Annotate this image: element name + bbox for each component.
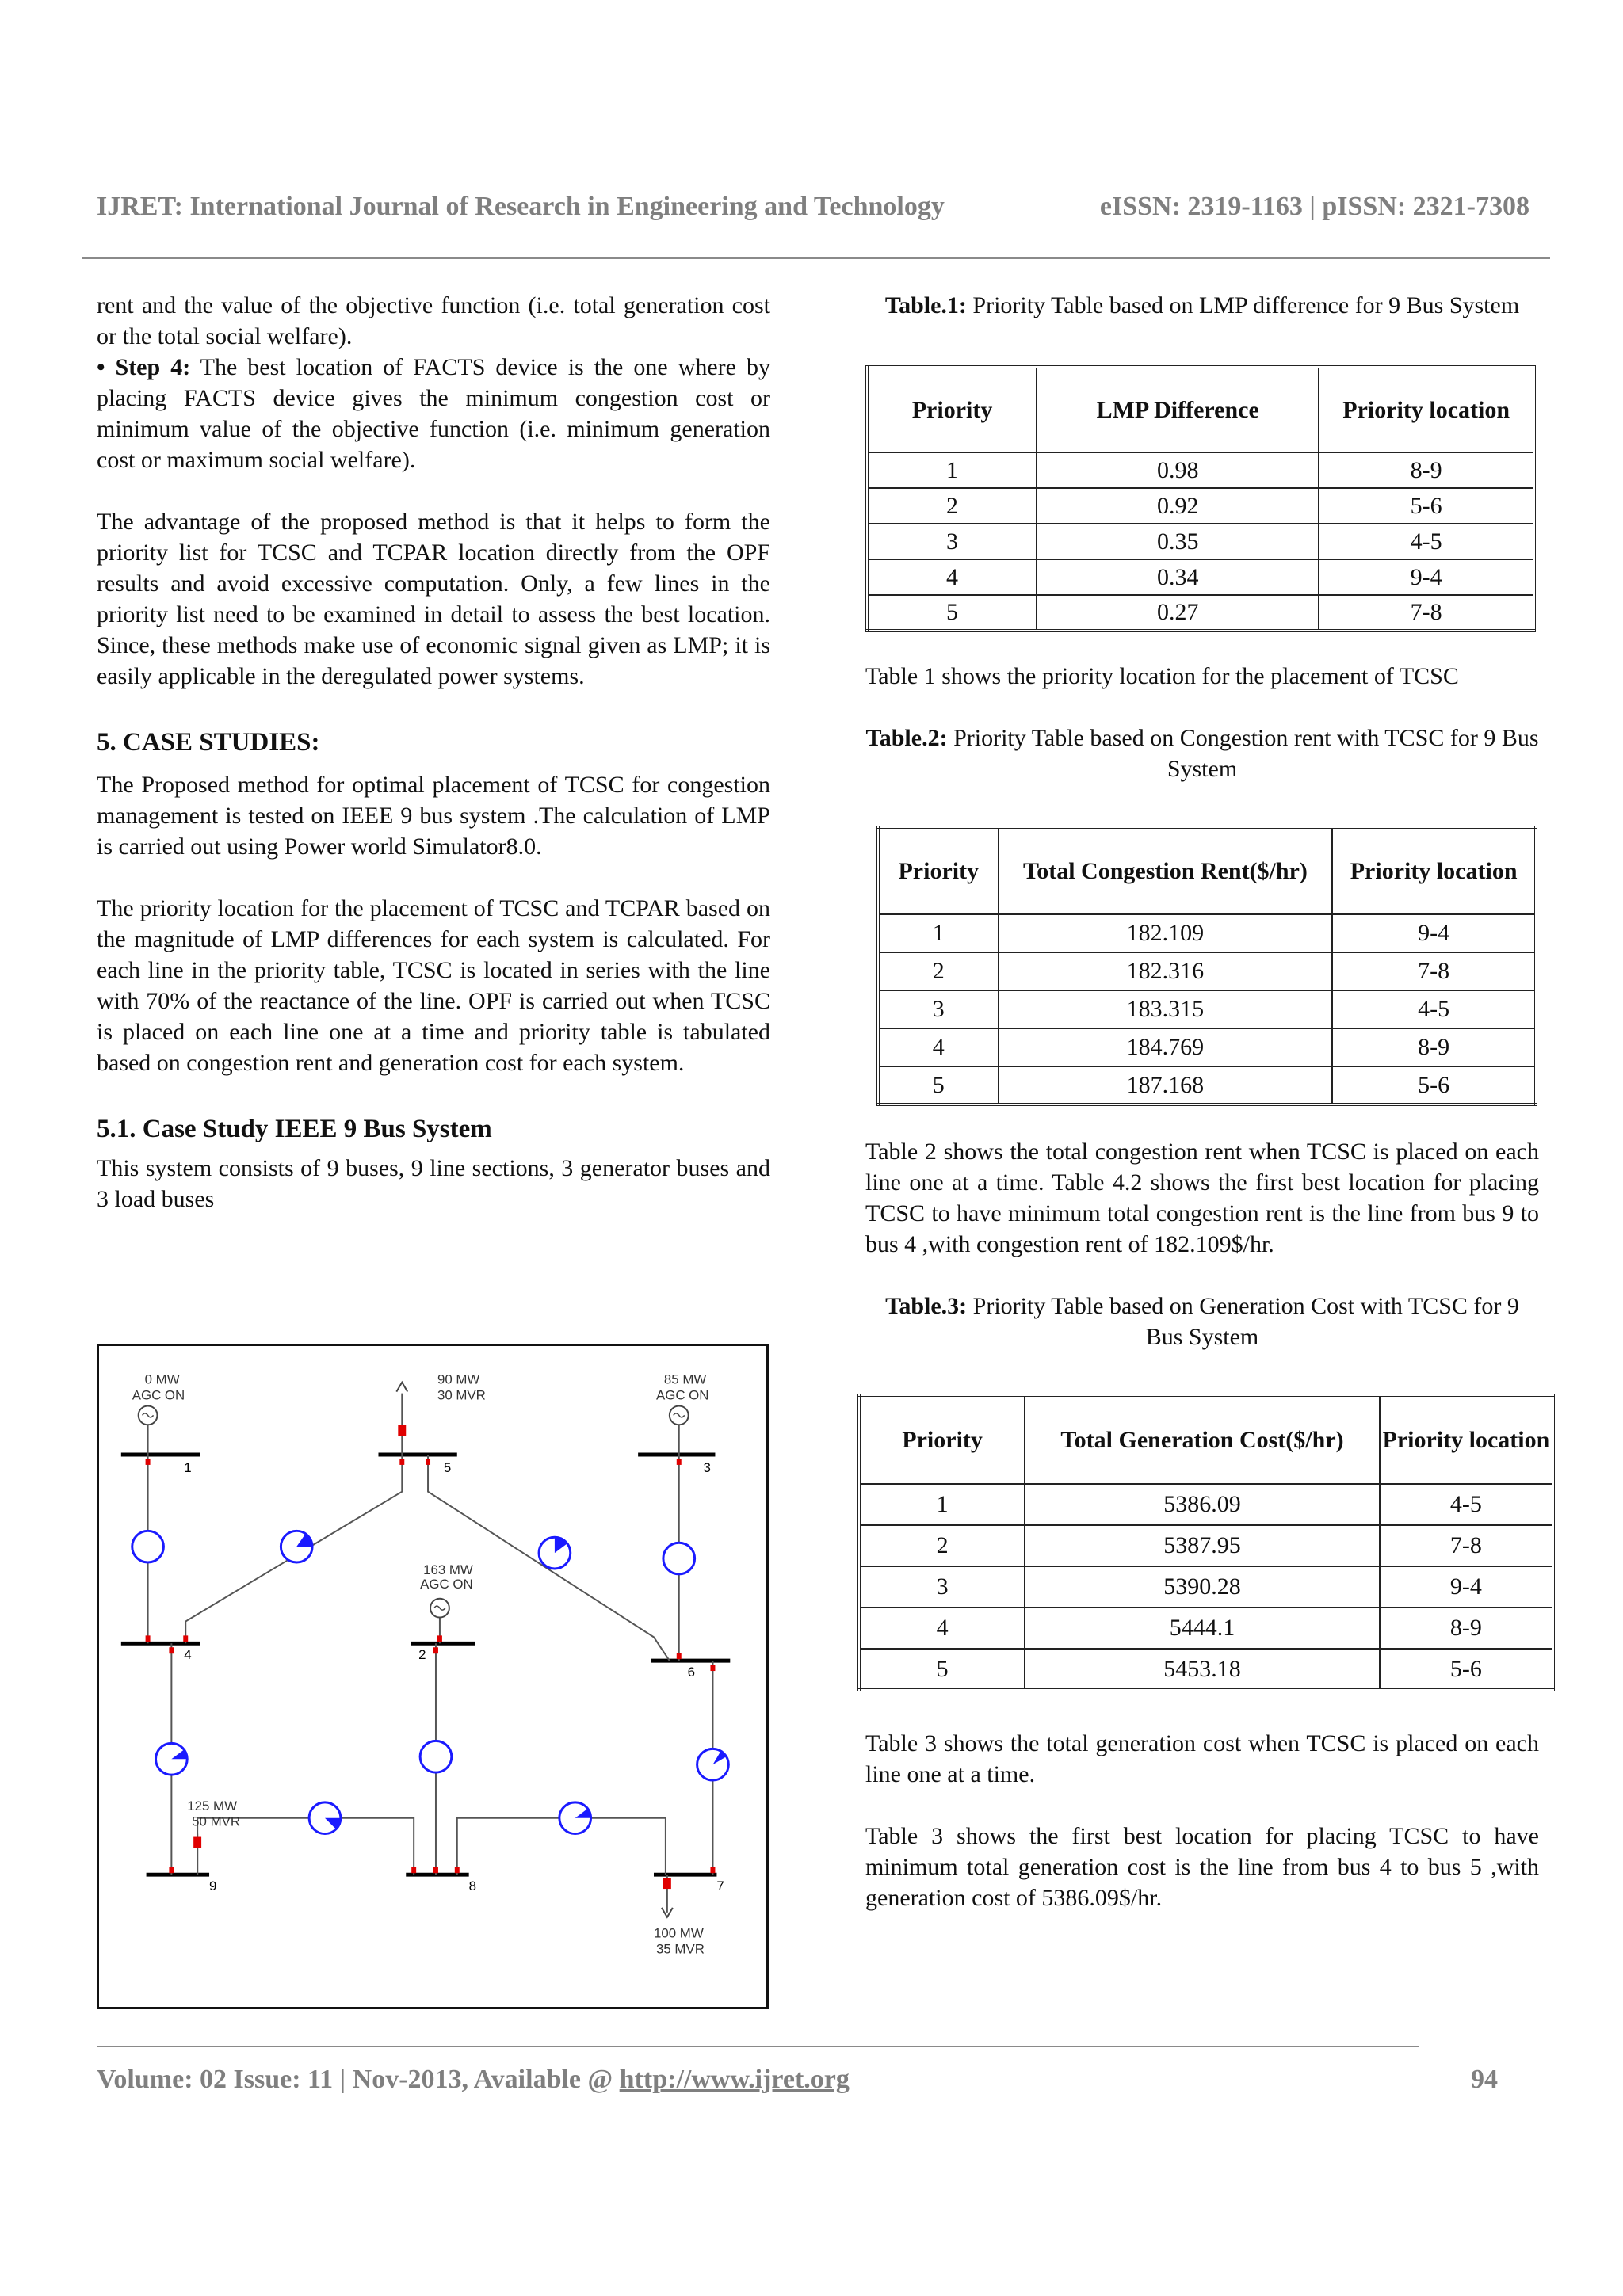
table-row xyxy=(859,1525,1553,1566)
table1-caption: Table.1: Priority Table based on LMP difference for 9 Bus System xyxy=(884,292,1520,318)
table-cell: 8-9 xyxy=(1332,1028,1536,1066)
table-row xyxy=(878,1066,1536,1104)
load-breaker xyxy=(663,1878,671,1889)
bus-label-8: 8 xyxy=(468,1878,477,1894)
table-row xyxy=(867,452,1534,488)
table-cell: 4 xyxy=(859,1608,1025,1649)
footer-volume: Volume: 02 Issue: 11 | Nov-2013, Available @ xyxy=(97,2065,620,2094)
table-row xyxy=(878,952,1536,990)
table-row xyxy=(867,524,1534,559)
table-cell: 4 xyxy=(878,1028,999,1066)
table-cell: 182.109 xyxy=(999,914,1333,952)
paragraph: Table 3 shows the first best location for placing TCSC to have minimum total generation cost is the line from bus 4 to bus 5 ,with generation cost of 5386.09$/hr. xyxy=(865,1823,1539,1911)
gen1-mw-label: 0 MW xyxy=(144,1371,180,1387)
bus-label-3: 3 xyxy=(703,1459,711,1475)
gen2-mw-label: 163 MW xyxy=(423,1562,473,1577)
table-header: Priority xyxy=(867,367,1037,452)
table-row xyxy=(859,1566,1553,1608)
page-footer xyxy=(97,2065,1498,2095)
load5-mvr-label: 30 MVR xyxy=(437,1387,486,1403)
table-cell: 5386.09 xyxy=(1025,1484,1380,1525)
load-breaker xyxy=(193,1837,201,1848)
table-row xyxy=(859,1608,1553,1649)
ieee-9-bus-diagram xyxy=(97,1344,769,2009)
table-cell: 4-5 xyxy=(1332,990,1536,1028)
flow-indicator xyxy=(559,1802,591,1834)
paragraph: Table 2 shows the total congestion rent when TCSC is placed on each line one at a time. Table 4.2 shows the first best location for placing TCSC to have minimum total congestion rent is the line from bus 9 to bus 4 ,with congestion rent of 182.109$/hr. xyxy=(865,1138,1539,1257)
header-rule xyxy=(82,257,1550,259)
table-row xyxy=(859,1484,1553,1525)
table-header: Priority location xyxy=(1380,1395,1553,1484)
gen3-agc-label: AGC ON xyxy=(655,1387,709,1403)
page-number: 94 xyxy=(1471,2065,1498,2094)
paragraph: Table 3 shows the total generation cost when TCSC is placed on each line one at a time. xyxy=(865,1730,1539,1787)
table-congestion-rent xyxy=(876,826,1537,1106)
step4-label: • Step 4: xyxy=(97,354,191,380)
gen3-mw-label: 85 MW xyxy=(663,1371,707,1387)
table-cell: 183.315 xyxy=(999,990,1333,1028)
load-breaker xyxy=(398,1425,406,1436)
gen2-agc-label: AGC ON xyxy=(420,1576,473,1592)
table3-caption: Table.3: Priority Table based on Generation Cost with TCSC for 9 Bus System xyxy=(885,1293,1519,1350)
table-cell: 9-4 xyxy=(1380,1566,1553,1608)
paragraph: The priority location for the placement of TCSC and TCPAR based on the magnitude of LMP differences for each system is calculated. For each line in the priority table, TCSC is located in series with the line with 70% of the reactance of the line. OPF is carried out when TCSC is placed on each line one at a time and priority table is tabulated based on congestion rent and generation cost for each system. xyxy=(97,895,770,1076)
step4-paragraph xyxy=(97,352,770,475)
table-header: Total Generation Cost($/hr) xyxy=(1025,1395,1380,1484)
bus-label-1: 1 xyxy=(184,1459,192,1475)
table-cell: 5 xyxy=(859,1649,1025,1690)
issn: eISSN: 2319-1163 | pISSN: 2321-7308 xyxy=(1099,192,1529,221)
load5-mw-label: 90 MW xyxy=(437,1371,480,1387)
paragraph: This system consists of 9 buses, 9 line sections, 3 generator buses and 3 load buses xyxy=(97,1155,770,1212)
table-cell: 5387.95 xyxy=(1025,1525,1380,1566)
table-cell: 4-5 xyxy=(1380,1484,1553,1525)
table-cell: 5 xyxy=(867,595,1037,631)
load7-mw-label: 100 MW xyxy=(653,1925,704,1941)
flow-indicator xyxy=(420,1741,452,1772)
right-column xyxy=(865,290,1550,1913)
step4-text: The best location of FACTS device is the one where by placing FACTS device gives the minimum congestion cost or minimum value of the objective function (i.e. minimum generation cost or maximum social welfare). xyxy=(97,354,770,473)
table-cell: 3 xyxy=(878,990,999,1028)
table-cell: 3 xyxy=(859,1566,1025,1608)
bus-label-2: 2 xyxy=(418,1647,426,1663)
table-row xyxy=(867,595,1534,631)
subsection-heading: 5.1. Case Study IEEE 9 Bus System xyxy=(97,1115,492,1143)
table-cell: 4-5 xyxy=(1319,524,1534,559)
table-cell: 2 xyxy=(878,952,999,990)
bus-label-9: 9 xyxy=(209,1878,217,1894)
journal-link[interactable]: http://www.ijret.org xyxy=(619,2065,850,2094)
table-cell: 0.98 xyxy=(1037,452,1319,488)
table-cell: 7-8 xyxy=(1380,1525,1553,1566)
table-generation-cost xyxy=(857,1394,1555,1691)
load7-mvr-label: 35 MVR xyxy=(655,1941,705,1957)
table-row xyxy=(867,488,1534,524)
table-cell: 1 xyxy=(867,452,1037,488)
table-cell: 184.769 xyxy=(999,1028,1333,1066)
table-cell: 7-8 xyxy=(1319,595,1534,631)
table-row xyxy=(859,1649,1553,1690)
gen1-agc-label: AGC ON xyxy=(132,1387,185,1403)
table-cell: 7-8 xyxy=(1332,952,1536,990)
one-line-diagram-svg xyxy=(99,1346,766,2007)
table-cell: 5453.18 xyxy=(1025,1649,1380,1690)
bus-label-5: 5 xyxy=(443,1459,452,1475)
table-header: Priority location xyxy=(1319,367,1534,452)
table-cell: 8-9 xyxy=(1380,1608,1553,1649)
table-cell: 182.316 xyxy=(999,952,1333,990)
bus-label-4: 4 xyxy=(184,1647,192,1663)
table-cell: 3 xyxy=(867,524,1037,559)
table-row xyxy=(867,559,1534,595)
table-cell: 5 xyxy=(878,1066,999,1104)
table-cell: 5390.28 xyxy=(1025,1566,1380,1608)
journal-title: IJRET: International Journal of Research in Engineering and Technology xyxy=(97,192,945,221)
table2-caption: Table.2: Priority Table based on Congestion rent with TCSC for 9 Bus System xyxy=(865,725,1539,782)
paragraph: Table 1 shows the priority location for the placement of TCSC xyxy=(865,663,1459,689)
table-row xyxy=(878,1028,1536,1066)
table-cell: 2 xyxy=(859,1525,1025,1566)
load-arrow xyxy=(396,1383,407,1392)
bus-label-6: 6 xyxy=(687,1665,696,1680)
table-cell: 5-6 xyxy=(1319,488,1534,524)
table-cell: 0.27 xyxy=(1037,595,1319,631)
flow-indicator xyxy=(697,1749,729,1780)
table-cell: 1 xyxy=(878,914,999,952)
table-row xyxy=(878,914,1536,952)
footer-rule xyxy=(97,2046,1419,2047)
table-cell: 0.35 xyxy=(1037,524,1319,559)
left-column xyxy=(97,290,770,1215)
flow-indicator xyxy=(663,1543,695,1574)
table-cell: 0.34 xyxy=(1037,559,1319,595)
paragraph: rent and the value of the objective function (i.e. total generation cost or the total social welfare). xyxy=(97,292,770,349)
table-cell: 5-6 xyxy=(1332,1066,1536,1104)
table-cell: 1 xyxy=(859,1484,1025,1525)
table-row xyxy=(878,990,1536,1028)
table-cell: 9-4 xyxy=(1319,559,1534,595)
table-header: Total Congestion Rent($/hr) xyxy=(999,827,1333,914)
paragraph: The Proposed method for optimal placement of TCSC for congestion management is tested on IEEE 9 bus system .The calculation of LMP is carried out using Power world Simulator8.0. xyxy=(97,772,770,860)
table-header: LMP Difference xyxy=(1037,367,1319,452)
table-cell: 5444.1 xyxy=(1025,1608,1380,1649)
table-cell: 2 xyxy=(867,488,1037,524)
bus-label-7: 7 xyxy=(716,1878,724,1894)
table-cell: 9-4 xyxy=(1332,914,1536,952)
flow-indicator xyxy=(132,1531,164,1562)
table-header: Priority xyxy=(878,827,999,914)
table-cell: 187.168 xyxy=(999,1066,1333,1104)
table-cell: 4 xyxy=(867,559,1037,595)
table-cell: 5-6 xyxy=(1380,1649,1553,1690)
table-header: Priority location xyxy=(1332,827,1536,914)
table-cell: 0.92 xyxy=(1037,488,1319,524)
paragraph: The advantage of the proposed method is that it helps to form the priority list for TCSC and TCPAR location directly from the OPF results and avoid excessive computation. Only, a few lines in the priority list need to be examined in detail to assess the best location. Since, these methods make use of economic signal given as LMP; it is easily applicable in the deregulated power systems. xyxy=(97,509,770,689)
table-cell: 8-9 xyxy=(1319,452,1534,488)
load9-mvr-label: 50 MVR xyxy=(192,1814,241,1829)
table-header: Priority xyxy=(859,1395,1025,1484)
load9-mw-label: 125 MW xyxy=(187,1798,238,1814)
table-lmp-difference xyxy=(865,365,1536,632)
section-heading: 5. CASE STUDIES: xyxy=(97,728,320,757)
